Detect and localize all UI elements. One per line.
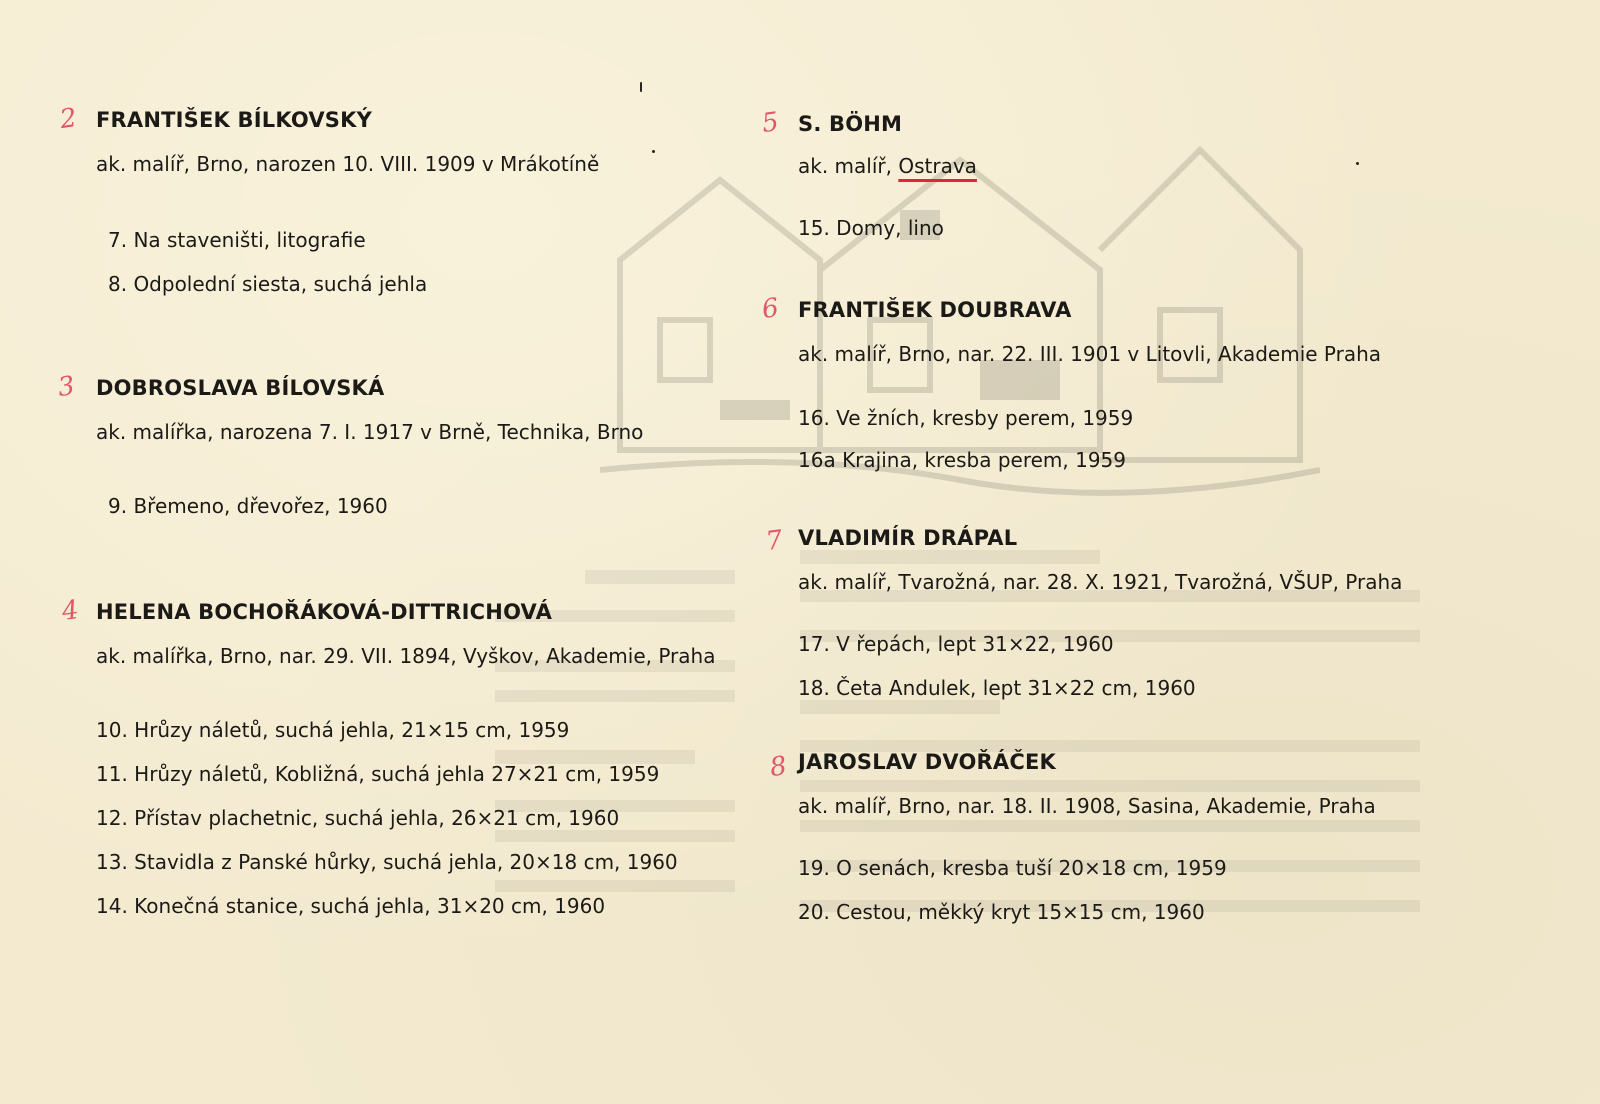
artist-name: DOBROSLAVA BÍLOVSKÁ xyxy=(96,376,385,400)
red-handwritten-number: 5 xyxy=(759,106,781,140)
work-item: 19. O senách, kresba tuší 20×18 cm, 1959 xyxy=(798,856,1227,880)
artist-bio xyxy=(798,154,977,178)
artist-name: JAROSLAV DVOŘÁČEK xyxy=(798,750,1057,774)
work-item: 12. Přístav plachetnic, suchá jehla, 26×21 cm, 1960 xyxy=(96,806,620,830)
work-item: 7. Na staveništi, litografie xyxy=(108,228,366,252)
work-item: 11. Hrůzy náletů, Kobližná, suchá jehla 27×21 cm, 1959 xyxy=(96,762,660,786)
artist-name: FRANTIŠEK DOUBRAVA xyxy=(798,298,1072,322)
ink-speck xyxy=(1356,162,1359,165)
work-item: 14. Konečná stanice, suchá jehla, 31×20 cm, 1960 xyxy=(96,894,606,918)
work-item: 15. Domy, lino xyxy=(798,216,944,240)
ink-speck xyxy=(640,82,642,92)
work-item: 16. Ve žních, kresby perem, 1959 xyxy=(798,406,1134,430)
artist-bio: ak. malíř, Brno, nar. 22. III. 1901 v Litovli, Akademie Praha xyxy=(798,342,1382,366)
artist-name: S. BÖHM xyxy=(798,112,903,136)
work-item: 9. Břemeno, dřevořez, 1960 xyxy=(108,494,388,518)
work-item: 13. Stavidla z Panské hůrky, suchá jehla, 20×18 cm, 1960 xyxy=(96,850,678,874)
work-item: 16a Krajina, kresba perem, 1959 xyxy=(798,448,1126,472)
artist-bio: ak. malíř, Brno, nar. 18. II. 1908, Sasina, Akademie, Praha xyxy=(798,794,1376,818)
red-handwritten-number: 4 xyxy=(59,594,81,628)
artist-name: FRANTIŠEK BÍLKOVSKÝ xyxy=(96,108,373,132)
artist-bio: ak. malířka, narozena 7. I. 1917 v Brně, Technika, Brno xyxy=(96,420,644,444)
ink-speck xyxy=(652,150,655,153)
work-item: 17. V řepách, lept 31×22, 1960 xyxy=(798,632,1114,656)
red-handwritten-number: 7 xyxy=(763,524,785,558)
work-item: 20. Cestou, měkký kryt 15×15 cm, 1960 xyxy=(798,900,1205,924)
red-handwritten-number: 8 xyxy=(767,750,789,784)
artist-name: HELENA BOCHOŘÁKOVÁ-DITTRICHOVÁ xyxy=(96,600,553,624)
artist-bio-prefix: ak. malíř, xyxy=(798,154,899,178)
work-item: 10. Hrůzy náletů, suchá jehla, 21×15 cm, 1959 xyxy=(96,718,570,742)
artist-name: VLADIMÍR DRÁPAL xyxy=(798,526,1018,550)
red-handwritten-number: 6 xyxy=(759,292,781,326)
artist-bio: ak. malíř, Brno, narozen 10. VIII. 1909 v Mrákotíně xyxy=(96,152,600,176)
work-item: 18. Četa Andulek, lept 31×22 cm, 1960 xyxy=(798,676,1196,700)
red-handwritten-number: 2 xyxy=(57,102,79,136)
artist-bio: ak. malířka, Brno, nar. 29. VII. 1894, Vyškov, Akademie, Praha xyxy=(96,644,716,668)
artist-bio: ak. malíř, Tvarožná, nar. 28. X. 1921, Tvarožná, VŠUP, Praha xyxy=(798,570,1403,594)
work-item: 8. Odpolední siesta, suchá jehla xyxy=(108,272,428,296)
red-handwritten-number: 3 xyxy=(55,370,77,404)
underlined-city: Ostrava xyxy=(898,154,977,178)
